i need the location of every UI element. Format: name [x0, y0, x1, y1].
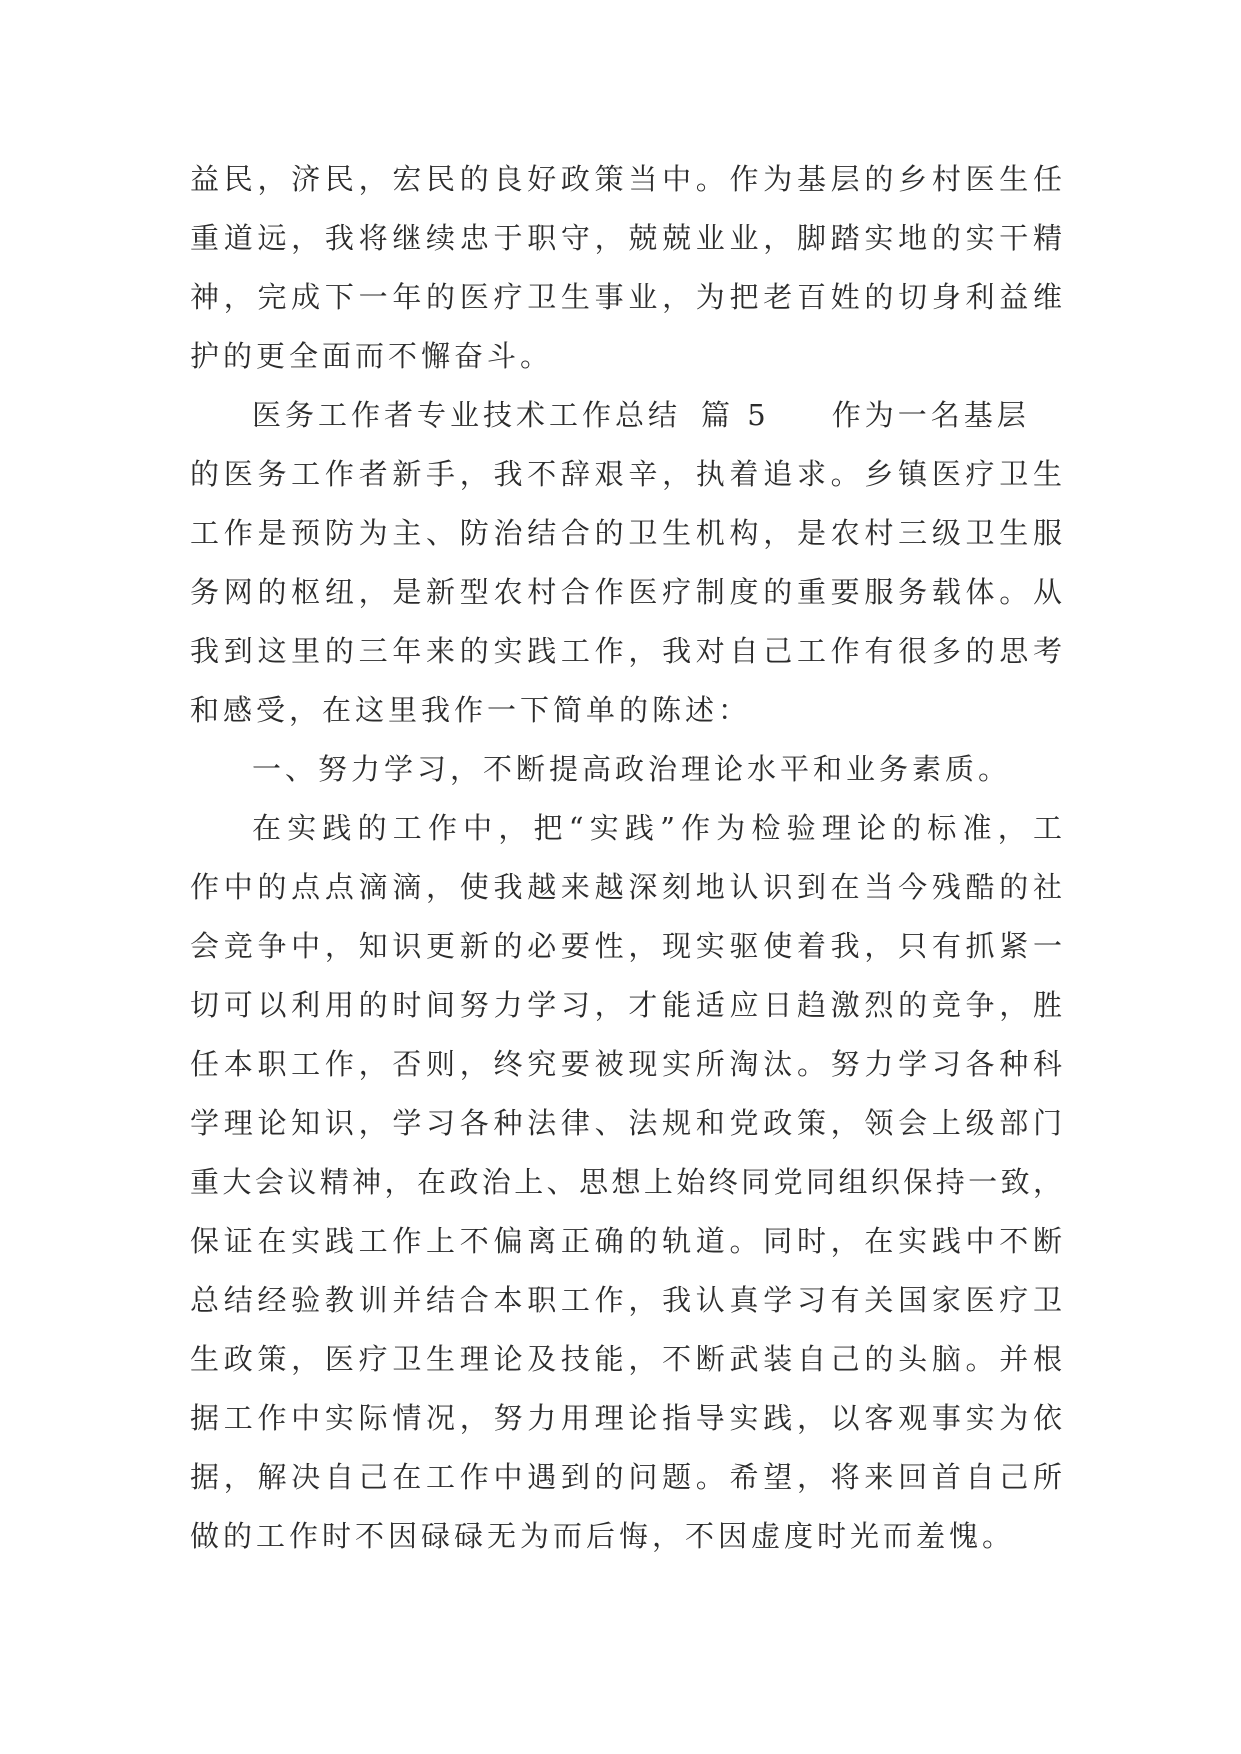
- section-heading: 一、努力学习，不断提高政治理论水平和业务素质。: [252, 752, 1012, 786]
- text-line: 务网的枢纽，是新型农村合作医疗制度的重要服务载体。从: [190, 575, 1062, 609]
- text-line: 据工作中实际情况，努力用理论指导实践，以客观事实为依: [190, 1401, 1062, 1435]
- text-line: 做的工作时不因碌碌无为而后悔，不因虚度时光而羞愧。: [190, 1519, 1016, 1553]
- text-line: 切可以利用的时间努力学习，才能适应日趋激烈的竞争，胜: [190, 988, 1062, 1022]
- text-line: 重道远，我将继续忠于职守，兢兢业业，脚踏实地的实干精: [190, 221, 1062, 255]
- text-line: 益民，济民，宏民的良好政策当中。作为基层的乡村医生任: [190, 162, 1062, 196]
- text-line: 我到这里的三年来的实践工作，我对自己工作有很多的思考: [190, 634, 1062, 668]
- section-title-line: [190, 386, 1062, 445]
- text-line: 神，完成下一年的医疗卫生事业，为把老百姓的切身利益维: [190, 280, 1062, 314]
- text-line: 总结经验教训并结合本职工作，我认真学习有关国家医疗卫: [190, 1283, 1062, 1317]
- text-line: 和感受，在这里我作一下简单的陈述：: [190, 693, 752, 727]
- text-line: 保证在实践工作上不偏离正确的轨道。同时，在实践中不断: [190, 1224, 1062, 1258]
- section-number: 篇 5: [701, 398, 770, 432]
- text-line: 重大会议精神，在政治上、思想上始终同党同组织保持一致，: [190, 1165, 1062, 1199]
- text-line: 的医务工作者新手，我不辞艰辛，执着追求。乡镇医疗卫生: [190, 457, 1062, 491]
- text-line: 在实践的工作中，把“实践”作为检验理论的标准，工: [252, 811, 1062, 845]
- text-line: 任本职工作，否则，终究要被现实所淘汰。努力学习各种科: [190, 1047, 1062, 1081]
- text-line: 护的更全面而不懈奋斗。: [190, 339, 554, 373]
- text-line: 学理论知识，学习各种法律、法规和党政策，领会上级部门: [190, 1106, 1062, 1140]
- document-body: [190, 150, 1062, 1566]
- section-title: 医务工作者专业技术工作总结: [252, 398, 682, 432]
- text-line: 生政策，医疗卫生理论及技能，不断武装自己的头脑。并根: [190, 1342, 1062, 1376]
- section-lead-text: 作为一名基层: [831, 398, 1030, 432]
- text-line: 会竞争中，知识更新的必要性，现实驱使着我，只有抓紧一: [190, 929, 1062, 963]
- text-line: 据，解决自己在工作中遇到的问题。希望，将来回首自己所: [190, 1460, 1062, 1494]
- text-line: 作中的点点滴滴，使我越来越深刻地认识到在当今残酷的社: [190, 870, 1062, 904]
- text-line: 工作是预防为主、防治结合的卫生机构，是农村三级卫生服: [190, 516, 1062, 550]
